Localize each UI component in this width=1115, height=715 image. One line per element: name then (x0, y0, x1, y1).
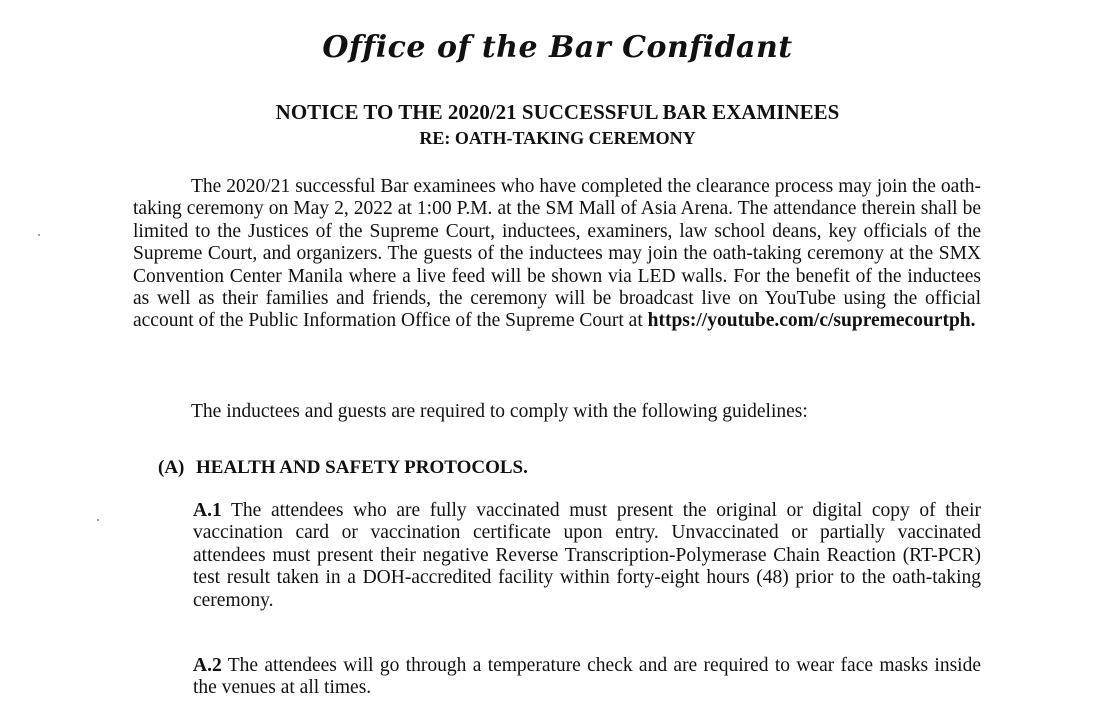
notice-title: NOTICE TO THE 2020/21 SUCCESSFUL BAR EXAMINEES (275, 100, 840, 124)
paragraph-ceremony-text: The 2020/21 successful Bar examinees who have completed the clearance process may join the oath-taking ceremony on May 2, 2022 at 1:00 P.M. at the SM Mall of Asia Arena. The attendance therein shall be limited to the Justices of the Supreme Court, inductees, examiners, law school deans, key officials of the Supreme Court, and organizers. The guests of the inductees may join the oath-taking ceremony at the SMX Convention Center Manila where a live feed will be shown via LED walls. For the benefit of the inductees as well as their families and friends, the ceremony will be broadcast live on YouTube using the official account of the Public Information Office of the Supreme Court at (133, 176, 981, 332)
item-a1 (193, 500, 981, 612)
scan-speck (97, 519, 99, 521)
scan-speck (38, 234, 40, 236)
paragraph-guidelines-intro: The inductees and guests are required to comply with the following guidelines: (191, 401, 808, 422)
paragraph-ceremony-details (133, 176, 981, 333)
item-a1-text: The attendees who are fully vaccinated must present the original or digital copy of their vaccination card or vaccination certificate upon entry. Unvaccinated or partially vaccinated attendees must present their negative Reverse Transcription-Polymerase Chain Reaction (RT-PCR) test result taken in a DOH-accredited facility within forty-eight hours (48) prior to the oath-taking ceremony. (193, 500, 981, 611)
section-a-letter: (A) (158, 457, 185, 478)
section-a-title: HEALTH AND SAFETY PROTOCOLS. (196, 457, 528, 478)
item-a2 (193, 655, 981, 700)
item-a1-number: A.1 (193, 500, 222, 521)
notice-subtitle: RE: OATH-TAKING CEREMONY (419, 128, 696, 148)
section-a-heading (158, 457, 528, 479)
item-a2-number: A.2 (193, 655, 222, 676)
item-a2-text: The attendees will go through a temperature check and are required to wear face masks inside the venues at all times. (193, 655, 981, 699)
office-name: Office of the Bar Confidant (322, 30, 793, 65)
youtube-url: https://youtube.com/c/supremecourtph. (647, 310, 976, 332)
